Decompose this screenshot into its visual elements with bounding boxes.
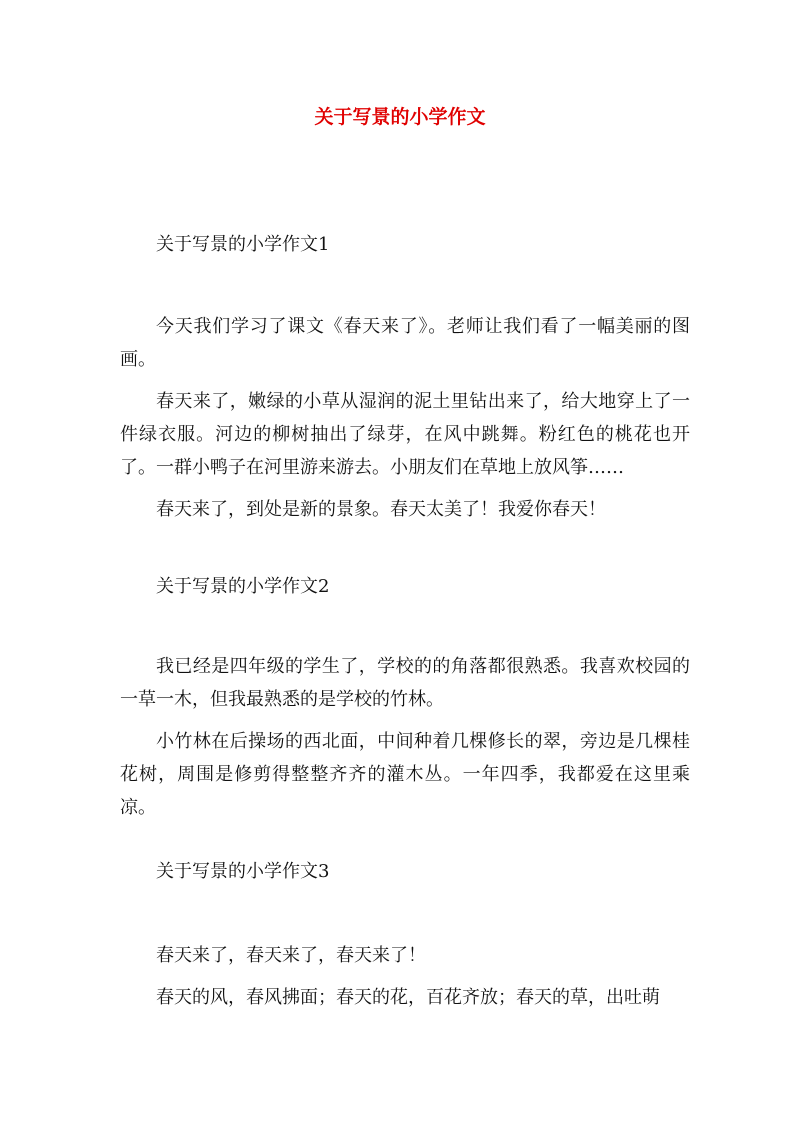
- essay-heading-2: 关于写景的小学作文2: [156, 576, 330, 597]
- document-title: 关于写景的小学作文: [314, 106, 486, 128]
- paragraph: 我已经是四年级的学生了，学校的的角落都很熟悉。我喜欢校园的一草一木，但我最熟悉的是学校的竹林。: [120, 656, 690, 710]
- paragraph: 春天的风，春风拂面；春天的花，百花齐放；春天的草，出吐萌: [156, 987, 660, 1008]
- paragraph: 春天来了，春天来了，春天来了！: [156, 945, 426, 966]
- essay-body-3: [120, 939, 690, 1014]
- essay-body-2: [120, 650, 690, 824]
- essay-heading-1: 关于写景的小学作文1: [156, 234, 330, 255]
- essay-body-1: [120, 310, 690, 526]
- paragraph: 今天我们学习了课文《春天来了》。老师让我们看了一幅美丽的图画。: [120, 316, 690, 370]
- paragraph: 春天来了，嫩绿的小草从湿润的泥土里钻出来了，给大地穿上了一件绿衣服。河边的柳树抽出了绿芽，在风中跳舞。粉红色的桃花也开了。一群小鸭子在河里游来游去。小朋友们在草地上放风筝……: [120, 391, 690, 478]
- essay-heading-3: 关于写景的小学作文3: [156, 861, 330, 882]
- paragraph: 春天来了，到处是新的景象。春天太美了！我爱你春天！: [156, 499, 606, 520]
- paragraph: 小竹林在后操场的西北面，中间种着几棵修长的翠，旁边是几棵桂花树，周围是修剪得整整齐齐的灌木丛。一年四季，我都爱在这里乘凉。: [120, 731, 690, 818]
